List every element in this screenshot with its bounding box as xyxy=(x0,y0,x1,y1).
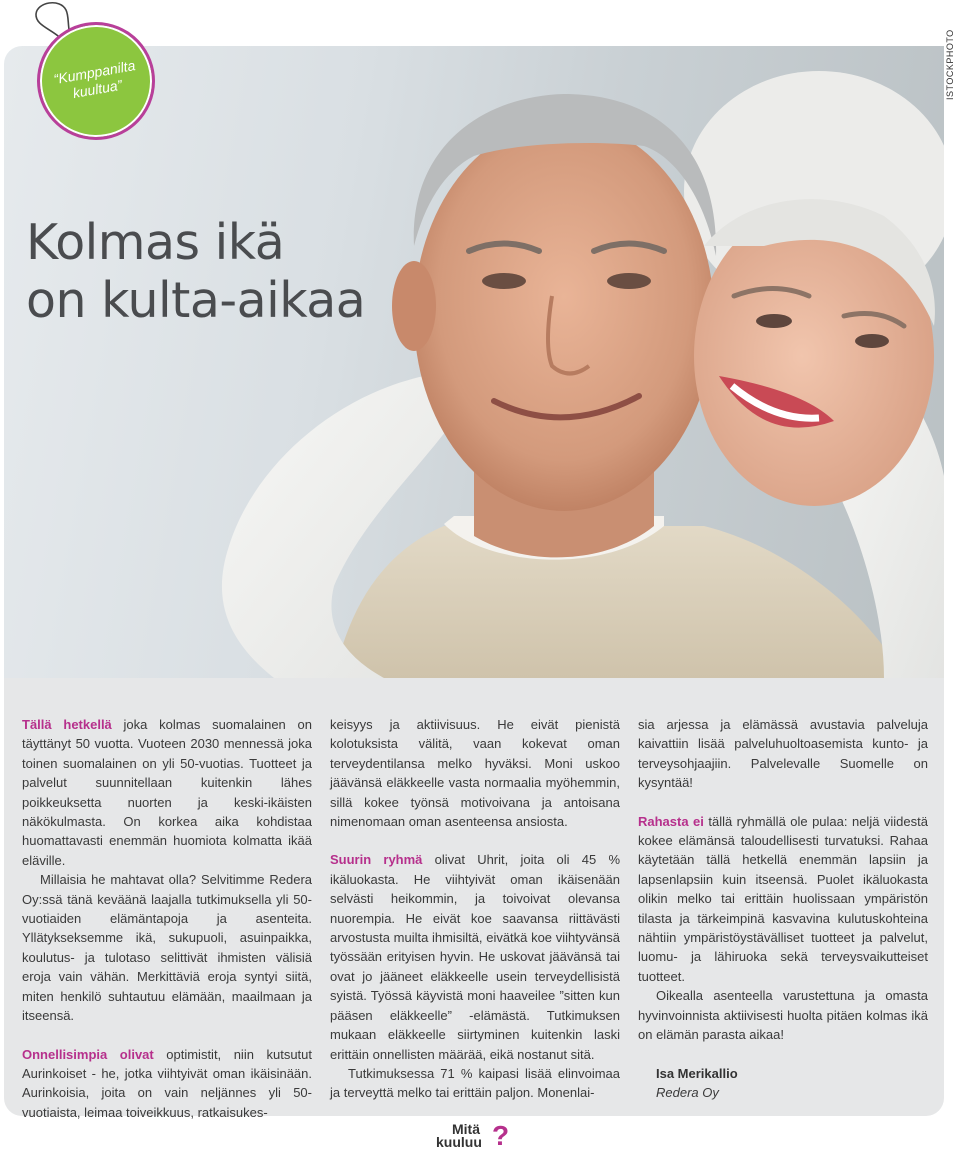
article-column-3 xyxy=(638,715,928,1102)
logo-top-text: Mitä xyxy=(452,1121,480,1137)
paragraph-text: Millaisia he mahtavat olla? Selvitimme Redera Oy:ssä tänä keväänä laajalla tutkimuksella yli 50-vuotiaiden elämäntapoja ja asenteita. Yllätykseksemme ikä, sukupuoli, asuinpaikka, koulutus- ja tulotaso selittivät ihmisten välisiä eroja vain vähän. Merkittäviä eroja syntyi siitä, miten henkilö suhtautuu elämään, maailmaan ja itseensä. xyxy=(22,872,312,1024)
paragraph xyxy=(638,715,928,793)
paragraph xyxy=(638,812,928,987)
lead-in: Rahasta ei xyxy=(638,813,704,829)
lead-in: Suurin ryhmä xyxy=(330,852,423,868)
logo-question-mark: ? xyxy=(492,1120,510,1151)
paragraph xyxy=(22,1045,312,1123)
paragraph-text: olivat Uhrit, joita oli 45 % ikäluokasta. He viihtyivät oman ikäisenään selvästi heikommin, ja toivoivat olevansa nuorempia. He eivät koe saavansa riittävästi arvostusta muilta ihmisiltä, eivätkä koe viihtyvänsä työssään erityisen hyvin. He uskovat jäävänsä tai ovat jo jääneet eläkkeelle usein terveydellisistä syistä. Työssä käyvistä moni haaveilee ”sitten kun pääsen eläkkeelle” -elämästä. Tutkimuksen mukaan eläkkeelle siirtyminen kuitenkin laski erittäin onnellisten määrää, eikä nostanut sitä. xyxy=(330,852,621,1062)
man-face xyxy=(414,121,714,511)
paragraph-text: optimistit, niin kutsutut Aurinkoiset - he, jotka viihtyivät oman ikäisinään. Aurinkoisia, joita on vain neljännes yli 50-vuotiaista, leimaa toiveikkuus, ratkaisukes- xyxy=(22,1046,312,1120)
magazine-logo xyxy=(436,1122,516,1152)
paragraph-text: joka kolmas suomalainen on täyttänyt 50 vuotta. Vuoteen 2030 mennessä joka toinen suomalainen on yli 50-vuotias. Tuotteet ja palvelut suunnitellaan kuitenkin lähes poikkeuksetta nuorten ja keski-ikäisten näkökulmasta. On korkea aika kohdistaa huomattavasti enemmän huomiota kolmatta ikää eläville. xyxy=(22,717,312,868)
paragraph xyxy=(330,1064,620,1103)
page-title xyxy=(26,214,365,330)
author-name: Isa Merikallio xyxy=(656,1065,738,1081)
author-company: Redera Oy xyxy=(656,1084,719,1100)
title-line-2: on kulta-aikaa xyxy=(26,272,366,329)
hero-image-area xyxy=(4,46,944,678)
paragraph-text: Oikealla asenteella varustettuna ja omasta hyvinvoinnista aktiivisesti huolta pitäen kolmas ikä on elämän parasta aikaa! xyxy=(638,988,928,1043)
article-column-2 xyxy=(330,715,620,1103)
paragraph-text: sia arjessa ja elämässä avustavia palveluja kaivattiin lisää palveluhuoltoasemista kunto- ja terveysohjaajiin. Palvelevalle Suomelle on kysyntää! xyxy=(638,717,928,791)
paragraph xyxy=(330,850,620,1063)
lead-in: Tällä hetkellä xyxy=(22,717,112,732)
paragraph xyxy=(638,986,928,1044)
paragraph xyxy=(22,870,312,1025)
lead-in: Onnellisimpia olivat xyxy=(22,1046,154,1062)
photo-credit: ISTOCKPHOTO xyxy=(945,29,955,100)
hero-photo xyxy=(4,46,944,678)
paragraph-text: keisyys ja aktiivisuus. He eivät pienistä kolotuksista välitä, vaan kokevat oman terveydentilansa melko hyväksi. Moni uskoo jäävänsä eläkkeelle vasta normaalia myöhemmin, sillä kokee työnsä motivoivana ja antoisana nimenomaan oman asenteensa ansiosta. xyxy=(330,717,620,830)
title-line-1: Kolmas ikä xyxy=(26,214,285,271)
badge-text: “Kumppanilta kuultua” xyxy=(52,57,137,102)
paragraph xyxy=(22,715,312,870)
logo-bottom-text: kuuluu xyxy=(436,1134,482,1150)
paragraph xyxy=(330,715,620,831)
paragraph-text: Tutkimuksessa 71 % kaipasi lisää elinvoimaa ja terveyttä melko tai erittäin paljon. Monenlai- xyxy=(330,1065,620,1101)
article-column-1 xyxy=(22,715,312,1122)
paragraph-text: tällä ryhmällä ole pulaa: neljä viidestä kokee elämänsä taloudellisesti turvatuksi. Rahaa käytetään tällä hetkellä enemmän lapsiin ja lapsenlapsiin kuin itseensä. Puolet ikäluokasta olikin melko tai erittäin huolissaan ympäristön tilasta ja tärkeimpinä kasvavina kulutuskohteina nähtiin ympäristöystävälliset tuotteet ja palvelut, luomu- ja lähiruoka sekä terveysvaikutteiset tuotteet. xyxy=(638,813,928,984)
